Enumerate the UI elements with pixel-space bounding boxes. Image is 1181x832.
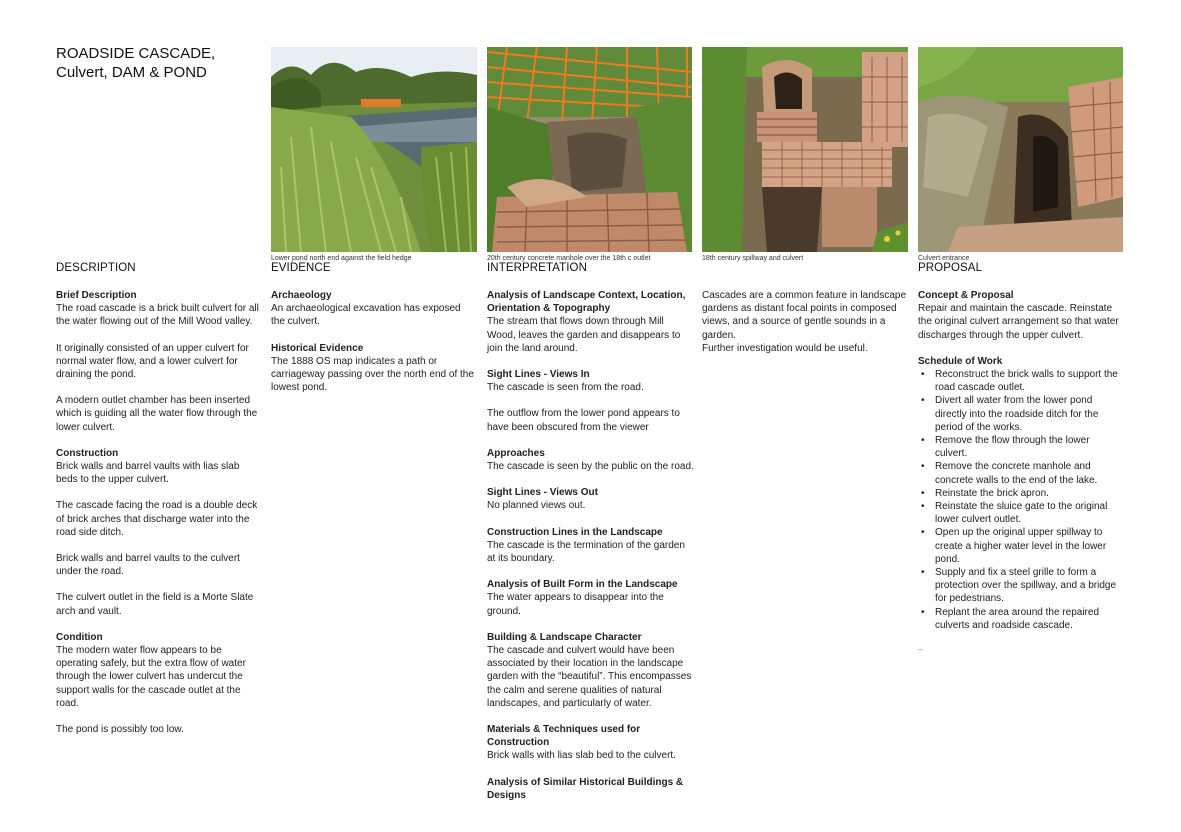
approaches-title: Approaches [487, 447, 545, 459]
description-column [56, 261, 261, 736]
archaeology-text: An archaeological excavation has exposed the culvert. [271, 303, 461, 328]
historical-evidence-title: Historical Evidence [271, 342, 364, 354]
construction-text-4: The culvert outlet in the field is a Morte Slate arch and vault. [56, 592, 254, 617]
notes-text-2: Further investigation would be useful. [702, 342, 868, 354]
brief-description-text-1: The road cascade is a brick built culvert for all the water flowing out of the Mill Wood valley. [56, 303, 259, 328]
notes-text-1: Cascades are a common feature in landscape gardens as distant focal points in composed views, and a source of gentle sounds in a garden. [702, 290, 907, 341]
condition-text-1: The modern water flow appears to be operating safely, but the extra flow of water through the lower culvert has undercut the support walls for the cascade outlet at the road. [56, 645, 246, 709]
schedule-item: • Remove the flow through the lower culvert. [918, 434, 1123, 460]
construction-title: Construction [56, 447, 119, 459]
sight-lines-in-title: Sight Lines - Views In [487, 369, 590, 381]
brief-description-text-3: A modern outlet chamber has been inserted which is guiding all the water flow through the lower culvert. [56, 395, 258, 433]
materials-text: Brick walls with lias slab bed to the culvert. [487, 750, 676, 762]
caption-lower-pond: Lower pond north end against the field hedge [271, 255, 412, 262]
schedule-list [918, 368, 1123, 632]
brief-description-title: Brief Description [56, 290, 137, 301]
page-title [56, 44, 215, 82]
page-title-line-2: Culvert, DAM & POND [56, 64, 207, 81]
character-title: Building & Landscape Character [487, 631, 642, 643]
proposal-heading: PROPOSAL [918, 262, 983, 274]
schedule-item: • Supply and fix a steel grille to form a protection over the spillway, and a bridge for pedestrians. [918, 566, 1123, 606]
photo-culvert-entrance [918, 47, 1123, 252]
notes-column [702, 261, 908, 355]
historical-evidence-text: The 1888 OS map indicates a path or carriageway passing over the north end of the lowest pond. [271, 355, 474, 394]
landscape-context-title: Analysis of Landscape Context, Location, Orientation & Topography [487, 290, 686, 315]
page-title-line-1: ROADSIDE CASCADE, [56, 45, 216, 62]
built-form-text: The water appears to disappear into the ground. [487, 592, 664, 617]
caption-spillway-culvert: 18th century spillway and culvert [702, 255, 804, 262]
interpretation-column [487, 261, 695, 802]
concept-text: Repair and maintain the cascade. Reinstate the original culvert arrangement so that water discharges through the upper culvert. [918, 303, 1119, 341]
archaeology-title: Archaeology [271, 290, 332, 301]
condition-title: Condition [56, 631, 103, 643]
evidence-heading: EVIDENCE [271, 262, 331, 274]
construction-text-3: Brick walls and barrel vaults to the culvert under the road. [56, 553, 240, 578]
construction-lines-title: Construction Lines in the Landscape [487, 526, 663, 538]
landscape-context-text: The stream that flows down through Mill Wood, leaves the garden and disappears to join the land around. [487, 316, 681, 354]
approaches-text: The cascade is seen by the public on the road. [487, 461, 694, 473]
photo-spillway-culvert [702, 47, 908, 252]
proposal-column [918, 261, 1123, 632]
construction-lines-text: The cascade is the termination of the garden at its boundary. [487, 539, 685, 565]
schedule-item: • Remove the concrete manhole and concrete walls to the end of the lake. [918, 460, 1123, 486]
evidence-column [271, 261, 477, 394]
sight-lines-out-text: No planned views out. [487, 500, 586, 512]
concept-title: Concept & Proposal [918, 290, 1014, 301]
sight-lines-out-title: Sight Lines - Views Out [487, 487, 598, 499]
schedule-item: • Divert all water from the lower pond directly into the roadside ditch for the period of the works. [918, 394, 1123, 434]
schedule-item: • Reconstruct the brick walls to support the road cascade outlet. [918, 368, 1123, 394]
schedule-item: • Reinstate the sluice gate to the original lower culvert outlet. [918, 500, 1123, 526]
trailing-dash: – [918, 644, 924, 654]
schedule-item: • Reinstate the brick apron. [918, 487, 1123, 500]
sight-lines-in-text-1: The cascade is seen from the road. [487, 382, 644, 394]
interpretation-heading: INTERPRETATION [487, 262, 588, 274]
condition-text-2: The pond is possibly too low. [56, 724, 184, 736]
schedule-item: • Replant the area around the repaired culverts and roadside cascade. [918, 606, 1123, 632]
brief-description-text-2: It originally consisted of an upper culvert for normal water flow, and a lower culvert for draining the pond. [56, 342, 249, 381]
caption-concrete-manhole: 20th century concrete manhole over the 18th c outlet [487, 255, 651, 262]
materials-title: Materials & Techniques used for Construction [487, 724, 641, 749]
schedule-title: Schedule of Work [918, 355, 1003, 367]
construction-text-2: The cascade facing the road is a double deck of brick arches that discharge water into the road side ditch. [56, 500, 258, 538]
photo-concrete-manhole [487, 47, 692, 252]
similar-buildings-title: Analysis of Similar Historical Buildings & Designs [487, 776, 684, 801]
construction-text-1: Brick walls and barrel vaults with lias slab beds to the upper culvert. [56, 461, 240, 486]
sight-lines-in-text-2: The outflow from the lower pond appears to have been obscured from the viewer [487, 408, 680, 433]
built-form-title: Analysis of Built Form in the Landscape [487, 579, 678, 591]
character-text: The cascade and culvert would have been associated by their location in the landscape garden with the “beautiful”. This encompasses the calm and serene qualities of natural landscapes, and particularly of water. [487, 645, 692, 709]
photo-lower-pond [271, 47, 477, 252]
schedule-item: • Open up the original upper spillway to create a higher water level in the lower pond. [918, 526, 1123, 566]
caption-culvert-entrance: Culvert entrance [918, 255, 970, 262]
description-heading: DESCRIPTION [56, 262, 136, 274]
